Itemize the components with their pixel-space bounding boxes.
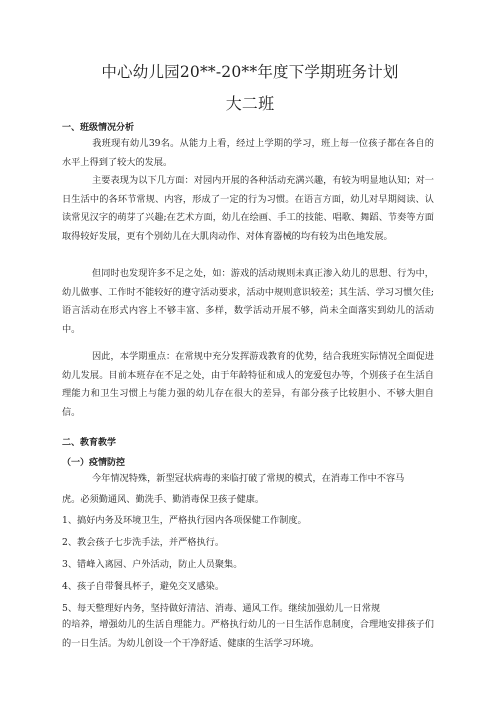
list-item: 2、教会孩子七步洗手法，并严格执行。 bbox=[62, 537, 225, 548]
list-item: 5、每天整理好内务，坚持做好清洁、消毒、通风工作。继续加强幼儿一日常规 bbox=[62, 603, 381, 614]
paragraph-class-size bbox=[62, 135, 434, 172]
list-item: 1、搞好内务及环境卫生，严格执行园内各项保健工作制度。 bbox=[62, 515, 307, 526]
paragraph-daily-routine: 的培养，增强幼儿的生活自理能力。严格执行幼儿的一日生活作息制度，合理地安排孩子们的一日生活。为幼儿创设一个干净舒适、健康的生活学习环境。 bbox=[62, 619, 434, 649]
paragraph-text: 因此，本学期重点：在常规中充分发挥游戏教育的优势，结合我班实际情况全面促进幼儿发展。目前本班存在不足之处，由于年龄特征和成人的宠爱包办等，个别孩子在生活自理能力和卫生习惯上与能力强的幼儿存在很大的差异，有部分孩子比较胆小、不够大胆自信。 bbox=[62, 351, 434, 418]
subsection-heading-epidemic: （一）疫情防控 bbox=[62, 458, 126, 468]
list-item: 4、孩子自带餐具杯子，避免交叉感染。 bbox=[62, 581, 225, 592]
paragraph-text: 主要表现为以下几方面：对园内开展的各种活动充满兴趣，有较为明显地认知；对一日生活中的各环节常规、内容，形成了一定的行为习惯。在语言方面，幼儿对早期阅读、认读常见汉字的萌芽了兴趣;在艺术方面，幼儿在绘画、手工的技能、唱歌、舞蹈、节奏等方面取得较好发展，更有个别幼儿在大肌肉动作、对体育器械的均有较为出色地发展。 bbox=[62, 175, 434, 242]
paragraph-performance bbox=[62, 172, 434, 246]
paragraph-text: 但同时也发现许多不足之处，如：游戏的活动规则未真正渗入幼儿的思想、行为中，幼儿做事、工作时不能较好的遵守活动要求，活动中规则意识较差；其生活、学习习惯欠佳;语言活动在形式内容上不够丰富、多样，数学活动开展不够，尚未全面落实到幼儿的活动中。 bbox=[62, 268, 434, 335]
section-heading-education: 二、教育教学 bbox=[62, 438, 117, 448]
paragraph-shortcomings bbox=[62, 265, 434, 339]
document-subtitle: 大二班 bbox=[225, 94, 275, 113]
paragraph-text: 我班现有幼儿39名。从能力上看，经过上学期的学习，班上每一位孩子都在各自的水平上得到了较大的发展。 bbox=[62, 138, 434, 168]
section-heading-situation: 一、班级情况分析 bbox=[62, 123, 135, 133]
list-item: 3、错峰入离园、户外活动，防止人员聚集。 bbox=[62, 559, 243, 570]
paragraph-focus bbox=[62, 348, 434, 422]
epidemic-intro-line2: 虎。必须勤通风、勤洗手、勤消毒保卫孩子健康。 bbox=[62, 494, 265, 505]
epidemic-intro-line1: 今年情况特殊，新型冠状病毒的来临打破了常规的模式，在消毒工作中不容马 bbox=[92, 473, 405, 484]
document-title: 中心幼儿园20**-20**年度下学期班务计划 bbox=[101, 63, 399, 81]
